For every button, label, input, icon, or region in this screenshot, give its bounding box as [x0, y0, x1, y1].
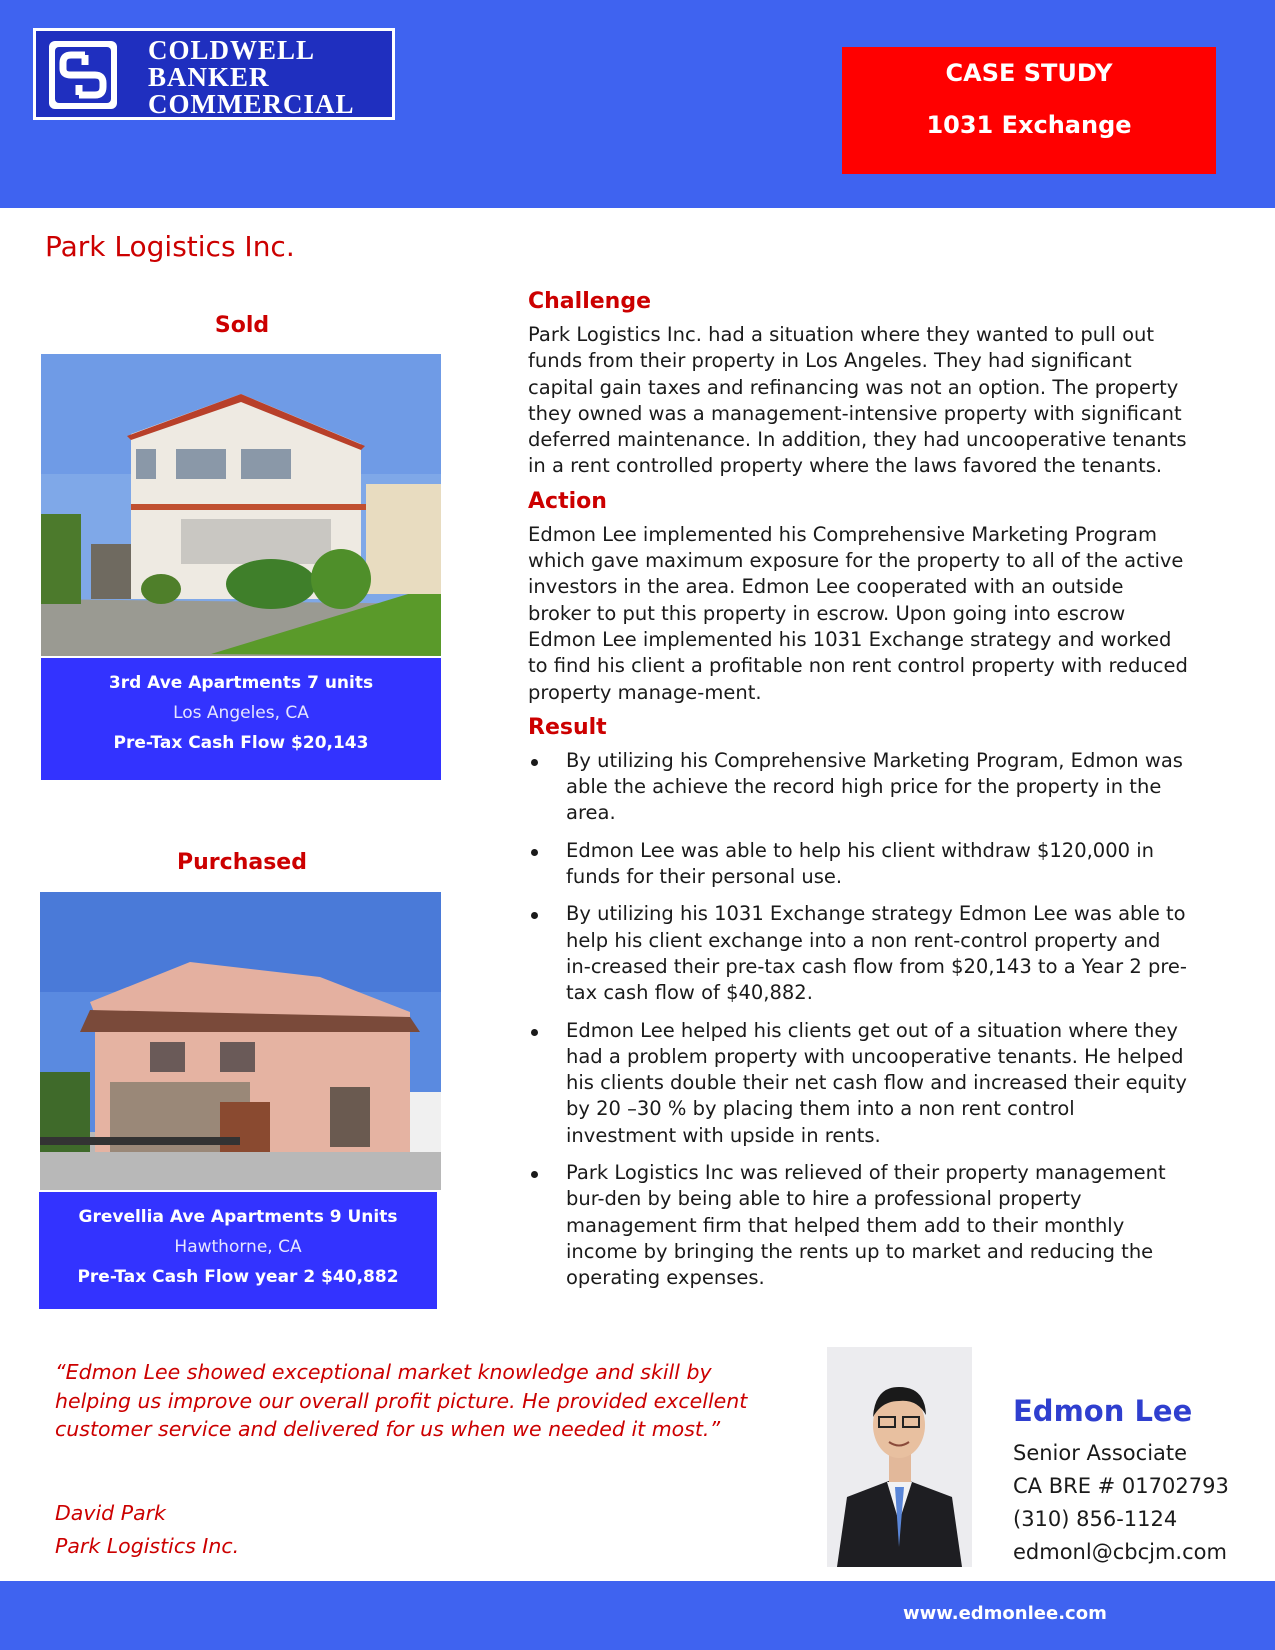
challenge-text: Park Logistics Inc. had a situation where they wanted to pull out funds from their property in Los Angeles. They had significant capital gain taxes and refinancing was not an option. The property they owned was a management-intensive property with significant deferred maintenance. In addition, they had uncooperative tenants in a rent controlled property where the laws favored the tenants. [528, 323, 1187, 478]
logo-line-3: COMMERCIAL [148, 89, 355, 119]
agent-photo [827, 1347, 972, 1567]
testimonial-attribution [55, 1497, 239, 1563]
challenge-heading: Challenge [528, 289, 651, 314]
case-study-body [528, 288, 1188, 1303]
result-heading: Result [528, 714, 607, 740]
logo-line-1: COLDWELL [148, 35, 316, 65]
result-item [528, 1160, 1188, 1291]
agent-contact [1013, 1437, 1229, 1569]
agent-license: CA BRE # 01702793 [1013, 1474, 1229, 1498]
sold-property-cash-flow: Pre-Tax Cash Flow $20,143 [113, 733, 369, 753]
company-logo [33, 28, 395, 120]
result-item-text: By utilizing his 1031 Exchange strategy Edmon Lee was able to help his client exchange into a non rent-control property and in-creased their pre-tax cash flow from $20,143 to a Year 2 pre-tax cash flow of $40,882. [566, 902, 1187, 1005]
bullet-icon [531, 1171, 538, 1178]
result-list [528, 748, 1188, 1292]
case-study-label: CASE STUDY [945, 59, 1113, 87]
sold-property-location: Los Angeles, CA [173, 703, 309, 723]
sold-property-photo [41, 354, 441, 656]
sold-property-name: 3rd Ave Apartments 7 units [108, 673, 374, 693]
testimonial-company: Park Logistics Inc. [55, 1534, 240, 1558]
header-band [0, 0, 1275, 208]
sold-property-caption [41, 658, 441, 780]
bullet-icon [531, 1029, 538, 1036]
action-text: Edmon Lee implemented his Comprehensive Marketing Program which gave maximum exposure for the property to all of the active investors in the area. Edmon Lee cooperated with an outside broker to put this property in escrow. Upon going into escrow Edmon Lee implemented his 1031 Exchange strategy and worked to find his client a profitable non rent control property with reduced property manage-ment. [528, 522, 1188, 704]
result-item-text: Park Logistics Inc was relieved of their property management bur-den by being able to hire a professional property management firm that helped them add to their monthly income by bringing the rents up to market and reducing the operating expenses. [566, 1161, 1166, 1290]
result-item-text: Edmon Lee was able to help his client withdraw $120,000 in funds for their personal use. [566, 838, 1154, 889]
result-item-text: Edmon Lee helped his clients get out of a situation where they had a problem property with uncooperative tenants. He helped his clients double their net cash flow and increased their equity by 20 –30 % by placing them into a non rent control investment with upside in rents. [566, 1018, 1187, 1147]
purchased-property-location: Hawthorne, CA [174, 1237, 302, 1257]
result-item [528, 901, 1188, 1006]
agent-email[interactable]: edmonl@cbcjm.com [1013, 1540, 1227, 1564]
testimonial-author: David Park [55, 1501, 166, 1525]
agent-name: Edmon Lee [1013, 1394, 1193, 1428]
purchased-property-caption [39, 1192, 437, 1309]
sold-label: Sold [214, 313, 270, 338]
purchased-property-cash-flow: Pre-Tax Cash Flow year 2 $40,882 [77, 1267, 399, 1287]
agent-title: Senior Associate [1013, 1441, 1188, 1465]
action-heading: Action [528, 488, 607, 514]
case-study-badge [842, 47, 1216, 174]
result-item [528, 748, 1188, 827]
logo-line-2: BANKER [148, 62, 270, 92]
coldwell-banker-logo-icon [49, 41, 117, 109]
purchased-property-name: Grevellia Ave Apartments 9 Units [78, 1207, 398, 1227]
result-item [528, 838, 1188, 891]
purchased-property-photo [40, 892, 441, 1190]
case-study-subtitle: 1031 Exchange [926, 111, 1132, 139]
bullet-icon [531, 849, 538, 856]
bullet-icon [531, 912, 538, 919]
agent-phone: (310) 856-1124 [1013, 1507, 1178, 1531]
footer-band [0, 1581, 1275, 1650]
testimonial-quote: “Edmon Lee showed exceptional market knowledge and skill by helping us improve our overall profit picture. He provided excellent customer service and delivered for us when we needed it most.” [55, 1360, 748, 1441]
bullet-icon [531, 759, 538, 766]
result-item [528, 1018, 1188, 1149]
purchased-label: Purchased [177, 850, 307, 875]
website-link[interactable]: www.edmonlee.com [903, 1603, 1107, 1624]
logo-wordmark [148, 37, 355, 118]
result-item-text: By utilizing his Comprehensive Marketing Program, Edmon was able the achieve the record high price for the property in the area. [566, 748, 1183, 825]
page-title: Park Logistics Inc. [45, 230, 295, 263]
